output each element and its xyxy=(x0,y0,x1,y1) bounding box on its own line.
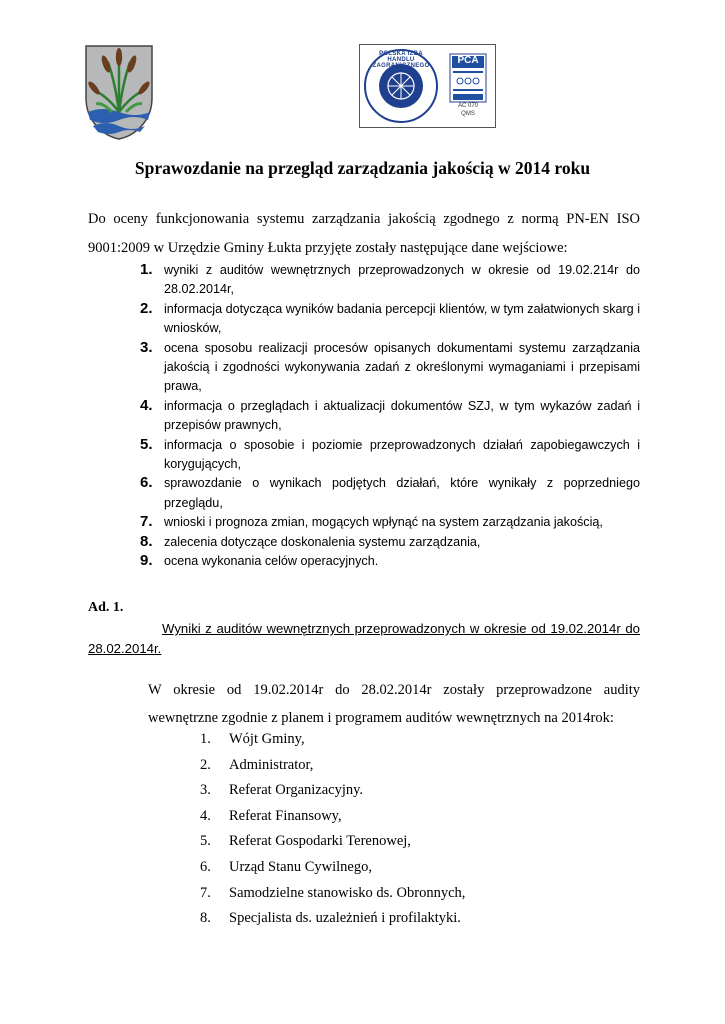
cattail-coat-of-arms-icon xyxy=(82,42,156,140)
intro-paragraph xyxy=(88,205,640,262)
list-item-number: 9. xyxy=(140,552,153,570)
list-item xyxy=(200,906,465,932)
list-item-text: informacja o sposobie i poziomie przeprowadzonych działań zapobiegawczych i korygujących, xyxy=(164,437,640,472)
audit-intro-paragraph xyxy=(148,676,640,732)
list-item-number: 7. xyxy=(140,513,153,531)
list-item-number: 2. xyxy=(140,299,153,317)
unit-name: Wójt Gminy, xyxy=(229,731,305,747)
audit-intro-line-1: W okresie od 19.02.2014r do 28.02.2014r zostały przeprowadzone audity xyxy=(148,682,640,698)
list-item-number: 8. xyxy=(140,532,153,550)
list-item-text: informacja o przeglądach i aktualizacji dokumentów SZJ, w tym wykazów zadań i przepisów prawnych, xyxy=(164,398,640,433)
unit-name: Referat Finansowy, xyxy=(229,807,342,824)
intro-line-1: Do oceny funkcjonowania systemu zarządzania jakością zgodnego z normą PN-EN ISO xyxy=(88,211,640,227)
audit-intro-line-2: wewnętrzne zgodnie z planem i programem auditów wewnętrznych na 2014rok: xyxy=(148,710,614,726)
list-item-number: 1. xyxy=(140,261,153,278)
list-item xyxy=(200,804,465,830)
list-item-text: informacja dotycząca wyników badania percepcji klientów, w tym załatwionych skarg i wniosków, xyxy=(164,301,640,336)
list-item xyxy=(140,261,640,300)
certification-logo xyxy=(359,44,496,128)
list-item xyxy=(140,552,640,571)
unit-number: 1. xyxy=(200,731,211,747)
unit-number: 4. xyxy=(200,807,211,824)
list-item-number: 4. xyxy=(140,396,153,414)
unit-name: Referat Organizacyjny. xyxy=(229,782,364,799)
list-item xyxy=(200,855,465,881)
section-heading-ad1: Ad. 1. xyxy=(88,600,124,615)
intro-line-2: 9001:2009 w Urzędzie Gminy Łukta przyjęte zostały następujące dane wejściowe: xyxy=(88,239,568,256)
unit-number: 5. xyxy=(200,833,211,850)
unit-name: Specjalista ds. uzależnień i profilaktyki. xyxy=(229,910,461,927)
cert-system: QMS xyxy=(461,111,475,117)
list-item-text: ocena sposobu realizacji procesów opisanych dokumentami systemu zarządzania jakością i zgodności wykonywania zadań z określonymi wymaganiami i przepisami prawa, xyxy=(164,340,640,394)
list-item-number: 5. xyxy=(140,435,153,453)
input-data-list xyxy=(140,261,640,572)
unit-name: Referat Gospodarki Terenowej, xyxy=(229,833,411,850)
unit-name: Urząd Stanu Cywilnego, xyxy=(229,858,372,875)
unit-number: 8. xyxy=(200,910,211,927)
list-item-text: wyniki z auditów wewnętrznych przeprowadzonych w okresie od 19.02.214r do 28.02.2014r, xyxy=(164,263,640,297)
list-item xyxy=(140,339,640,397)
list-item xyxy=(140,533,640,552)
list-item xyxy=(140,474,640,513)
unit-name: Administrator, xyxy=(229,756,314,773)
list-item xyxy=(200,753,465,779)
list-item-text: zalecenia dotyczące doskonalenia systemu zarządzania, xyxy=(164,534,481,549)
list-item xyxy=(140,300,640,339)
list-item-text: ocena wykonania celów operacyjnych. xyxy=(164,554,379,569)
list-item xyxy=(200,727,465,753)
list-item xyxy=(200,778,465,804)
section-subtitle: Wyniki z auditów wewnętrznych przeprowadzonych w okresie od 19.02.2014r do 28.02.2014r. xyxy=(88,621,640,656)
list-item xyxy=(200,881,465,907)
unit-number: 6. xyxy=(200,858,211,875)
audited-units-list xyxy=(200,727,465,932)
list-item-number: 3. xyxy=(140,338,153,356)
list-item-number: 6. xyxy=(140,474,153,492)
pca-badge: PCA xyxy=(457,55,479,66)
unit-name: Samodzielne stanowisko ds. Obronnych, xyxy=(229,884,466,901)
unit-number: 3. xyxy=(200,782,211,799)
unit-number: 2. xyxy=(200,756,211,773)
list-item xyxy=(140,436,640,475)
cert-code: AC 070 xyxy=(457,103,478,109)
document-title: Sprawozdanie na przegląd zarządzania jakością w 2014 roku xyxy=(134,158,591,178)
list-item xyxy=(140,513,640,532)
list-item-text: wnioski i prognoza zmian, mogących wpłynąć na system zarządzania jakością, xyxy=(164,515,603,530)
unit-number: 7. xyxy=(200,884,211,901)
list-item xyxy=(140,397,640,436)
list-item-text: sprawozdanie o wynikach podjętych działań, które wynikały z poprzedniego przeglądu, xyxy=(164,476,640,510)
list-item xyxy=(200,829,465,855)
cert-ring-text: POLSKA IZBA HANDLU ZAGRANICZNEGO xyxy=(372,51,430,69)
